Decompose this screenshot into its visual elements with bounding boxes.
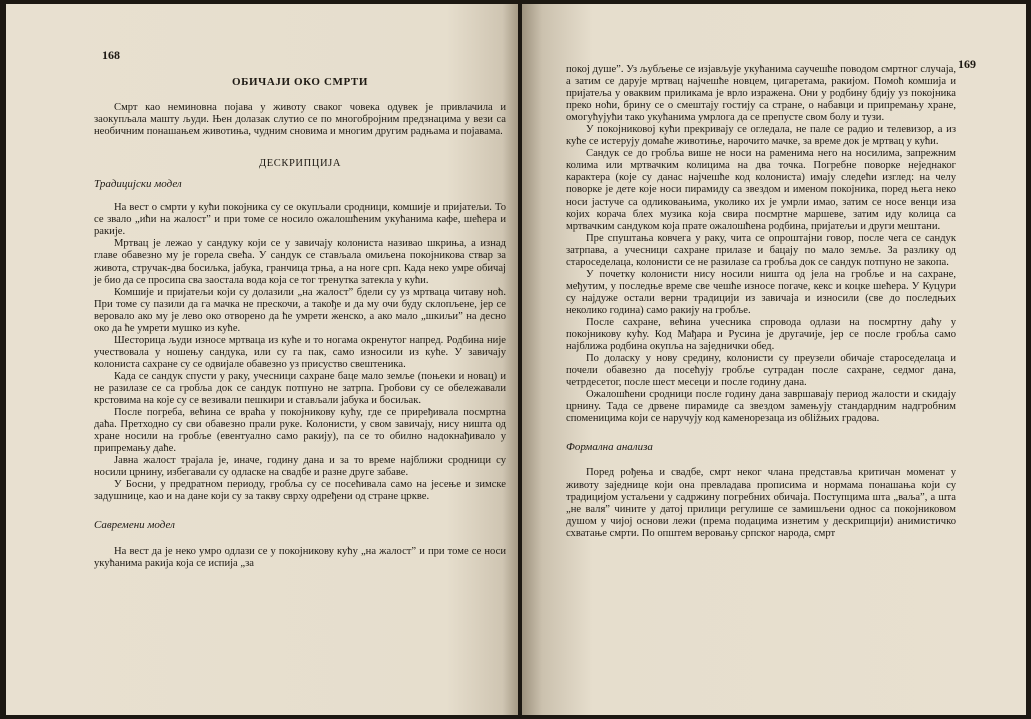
intro-paragraph: Смрт као неминовна појава у животу сваког човека одувек је привлачила и заокупљала машту људи. Њен долазак слутио се по многобројним предзнацима у вези са необичним понашањем животиња, чудним сновима и многим другим радњама и појавама. xyxy=(94,102,506,138)
left-page xyxy=(6,4,518,715)
paragraph: Комшије и пријатељи који су долазили „на жалост” бдели су уз мртваца читаву ноћ. При томе су пазили да га мачка не прескочи, а такође и да му очи буду склопљене, јер се веровало ако му је лево око отворено да ће умрети женско, а ако мало „шкиљи” на десно око да ће умрети мушко из куће. xyxy=(94,286,506,334)
paragraph: У покојниковој кући прекривају се огледала, не пале се радио и телевизор, а из куће се истерују домаће животиње, нарочито мачке, за време док је мртвац у кући. xyxy=(566,124,956,148)
paragraph: покој душе”. Уз љубљење се изјављује укућанима саучешће поводом смртног случаја, а затим се дарује мртвац најчешће новцем, цигаретама, ракијом. Помоћ комшија и пријатеља у оваквим приликама је врло изражена. Они у родбину бдију уз покојника преко ноћи, брину се о смештају гостију са стране, о набавци и припремању хране, омогућујући тако укућанима умрлога да се препусте свом болу и тузи. xyxy=(566,64,956,124)
left-page-text xyxy=(94,76,506,570)
paragraph: Када се сандук спусти у раку, учесници сахране баце мало земље (поњеки и новац) и не разилазе се са гробља док се сандук потпуно не затрпа. Гробови су се обележавали крстовима на које су се везивали пешкири и стављали јабука и босиљак. xyxy=(94,370,506,407)
page-number-right: 169 xyxy=(958,57,976,71)
paragraph: По доласку у нову средину, колонисти су преузели обичаје староседелаца и почели обавезно да посећују гробље сутрадан после сахране, седмог дана, четрдесетог, после шест месеци и после годину дана. xyxy=(566,353,956,389)
paragraph: На вест о смрти у кући покојника су се окупљали сродници, комшије и пријатељи. То се звало „ићи на жалост” и при томе се носило ожалошћеним укућанима кафе, шећера и ракије. xyxy=(94,202,506,238)
paragraph: После погреба, већина се враћа у покојникову кућу, где се приређивала посмртна даћа. Претходно су сви обавезно прали руке. Колонисти, у свом завичају, нису ништа од хране носили на гробље (евентуално само ракију), па се то обилно надокнађивало у припремању даће. xyxy=(94,407,506,455)
right-page xyxy=(522,4,1026,715)
paragraph: Сандук се до гробља више не носи на раменима него на носилима, запрежним колима или мртвачким колицима на два точка. Погребне поворке неједнаког карактера (које су данас најчешће код колониста) имају следећи изглед: на челу поворке је дете које носи пирамиду са звездом и именом покојника, поред њега неко носи јастуче са одликовањима, уколико их је умрли имао, затим се носе венци иза којих корача блех музика која свира посмртне маршеве, затим иду колица са мртвачким сандуком која прате ожалошћена родбина, пријатељи и други мештани. xyxy=(566,148,956,232)
paragraph: У почетку колонисти нису носили ништа од јела на гробље и на сахране, међутим, у последње време све чешће износе погаче, кекс и коцке шећера. У Куцури су најдуже остали верни традицији из завичаја и износили (све до последњих неколико година) само ракију на гробље. xyxy=(566,268,956,316)
subsection-modern-model: Савремени модел xyxy=(94,519,175,532)
page-number-left: 168 xyxy=(102,48,120,62)
paragraph: Шесторица људи износе мртваца из куће и то ногама окренутог напред. Родбина није учествовала у ношењу сандука, или су га пак, само износили из куће. У завичају колониста сахране су се одвијале обавезно уз присуство свештеника. xyxy=(94,334,506,370)
paragraph: После сахране, већина учесника спровода одлази на посмртну даћу у покојникову кућу. Код Мађара и Русина је другачије, јер се после гробља само најближа родбина окупља на заједнички обед. xyxy=(566,316,956,353)
paragraph: Поред рођења и свадбе, смрт неког члана представља критичан моменат у животу заједнице који она превладава прописима и нормама понашања који су традицијом устаљени у садржину погребних обичаја. Поступцима шта „ваља”, а шта „не валя” чините у датој прилици регулише се замишљени однос са покојниковом душом у чијој основи лежи (према подацима изнетим у дескрипцији) анимистичко схватање смрти. По општем веровању српског народа, смрт xyxy=(566,467,956,539)
subsection-formal-analysis: Формална анализа xyxy=(566,441,653,454)
paragraph: Мртвац је лежао у сандуку који се у завичају колониста називао шкриња, а изнад главе обавезно му је горела свећа. У сандук се стављала омиљена покојникова ствар за живота, стручак-два босиљка, јабука, гранчица трња, а на ноге срп. Када неко умре обичај је био да се просипа сва заостала вода која се тог тренутка затекла у кући. xyxy=(94,238,506,286)
chapter-title: ОБИЧАЈИ ОКО СМРТИ xyxy=(231,76,369,88)
paragraph: Пре спуштања ковчега у раку, чита се опроштајни говор, после чега се сандук затрпава, а учесници сахране прилазе и бацају по мало земље. За разлику од староседелаца, колонисти се не разилазе са гробља док се сандук потпуно не закопа. xyxy=(566,232,956,268)
section-heading-description: ДЕСКРИПЦИЈА xyxy=(258,158,342,170)
paragraph: Ожалошћени сродници после годину дана завршавају период жалости и скидају црнину. Тада се дрвене пирамиде са звездом замењују стандардним надгробним споменицима који се наручују код каменорезаца из обližњих градова. xyxy=(566,389,956,425)
paragraph: У Босни, у предратном периоду, гробља су се посећивала само на јесење и зимске задушнице, као и на дане који су за такву сврху одређени од стране цркве. xyxy=(94,479,506,503)
paragraph: На вест да је неко умро одлази се у покојникову кућу „на жалост” и при томе се носи укућанима ракија која се испија „за xyxy=(94,545,506,569)
subsection-traditional-model: Традицијски модел xyxy=(94,178,182,191)
paragraph: Јавна жалост трајала је, иначе, годину дана и за то време најближи сродници су носили црнину, избегавали су одласке на свадбе и разне друге забаве. xyxy=(94,455,506,479)
right-page-text xyxy=(566,64,956,540)
